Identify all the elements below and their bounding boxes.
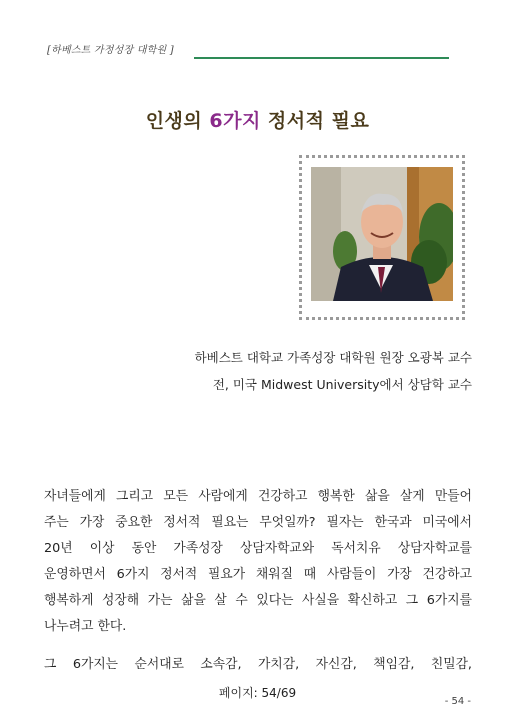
body-line: 행복하게 성장해 가는 삶을 살 수 있다는 사실을 확신하고 그 6가지를 xyxy=(44,593,472,608)
page-number: - 54 - xyxy=(444,696,471,707)
author-line-1: 하베스트 대학교 가족성장 대학원 원장 오광복 교수 xyxy=(194,350,472,365)
body-paragraph-1 xyxy=(44,484,472,640)
page-info: 페이지: 54/69 xyxy=(218,686,297,700)
title-part2: 정서적 필요 xyxy=(260,110,370,132)
author-line-2: 전, 미국 Midwest University에서 상담학 교수 xyxy=(212,377,472,392)
body-line: 나누려고 한다. xyxy=(44,619,127,634)
page-title xyxy=(0,106,515,133)
title-part1: 인생의 xyxy=(145,110,210,132)
author-photo xyxy=(311,167,453,301)
body-line: 주는 가장 중요한 정서적 필요는 무엇일까? 필자는 한국과 미국에서 xyxy=(44,515,472,530)
body-line: 20년 이상 동안 가족성장 상담자학교와 독서치유 상담자학교를 xyxy=(44,541,472,556)
header-rule xyxy=(194,57,449,59)
running-header: [하베스트 가정성장 대학원 ] xyxy=(47,45,174,56)
body-line: 자녀들에게 그리고 모든 사람에게 건강하고 행복한 삶을 살게 만들어 xyxy=(44,489,472,504)
body-line: 그 6가지는 순서대로 소속감, 가치감, 자신감, 책임감, 친밀감, xyxy=(44,657,472,672)
body-line: 운영하면서 6가지 정서적 필요가 채워질 때 사람들이 가장 건강하고 xyxy=(44,567,472,582)
body-paragraph-2 xyxy=(44,652,472,678)
title-highlight: 6가지 xyxy=(209,110,261,132)
